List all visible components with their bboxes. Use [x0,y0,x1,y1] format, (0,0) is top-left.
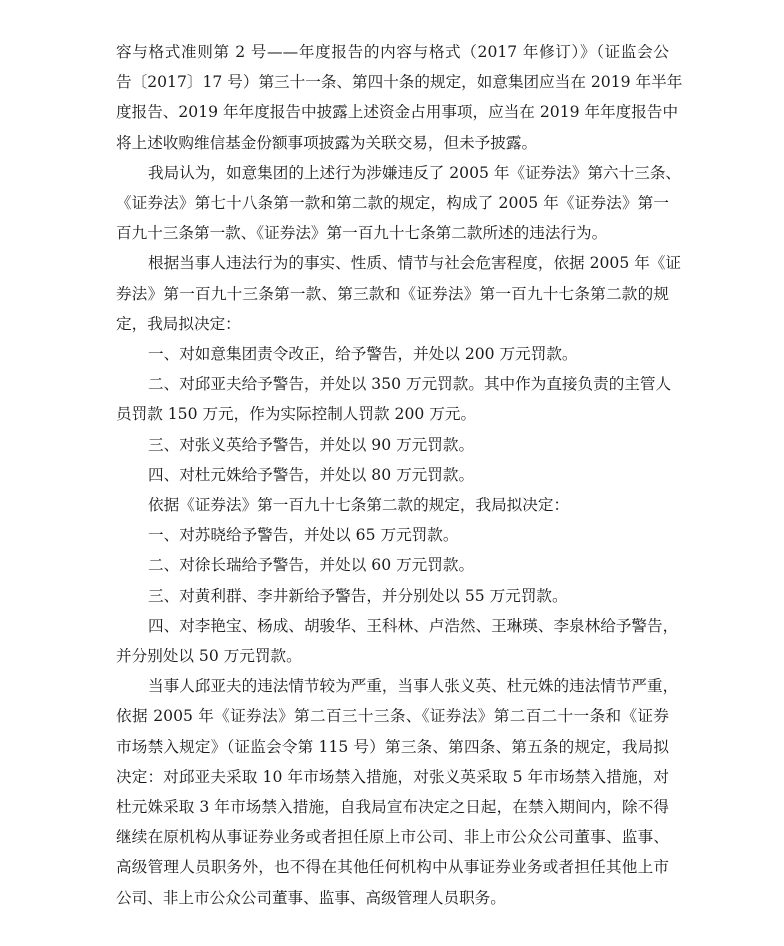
paragraph-first-line: 一、对如意集团责令改正，给予警告，并处以 200 万元罚款。 [148,345,578,363]
text-line: 《证券法》第七十八条第一款和第二款的规定，构成了 2005 年《证券法》第一 [116,194,669,212]
text-line: 市场禁入规定》（证监会令第 115 号）第三条、第四条、第五条的规定，我局拟 [116,737,669,756]
text-line: 公司、非上市公众公司董事、监事、高级管理人员职务。 [116,888,506,907]
text-line: 告〔2017〕17 号）第三十一条、第四十条的规定，如意集团应当在 2019 年半年 [116,73,683,92]
paragraph-first-line: 根据当事人违法行为的事实、性质、情节与社会危害程度，依据 2005 年《证 [148,254,682,273]
paragraph-first-line: 四、对李艳宝、杨成、胡骏华、王科林、卢浩然、王琳瑛、李泉林给予警告， [148,616,679,635]
paragraph-first-line: 二、对徐长瑞给予警告，并处以 60 万元罚款。 [148,556,475,575]
paragraph-first-line: 我局认为，如意集团的上述行为涉嫌违反了 2005 年《证券法》第六十三条、 [148,163,682,182]
text-line: 并分别处以 50 万元罚款。 [116,647,302,665]
paragraph-first-line: 四、对杜元姝给予警告，并处以 80 万元罚款。 [148,465,475,484]
text-line: 员罚款 150 万元，作为实际控制人罚款 200 万元。 [116,405,477,424]
paragraph-first-line: 依据《证券法》第一百九十七条第二款的规定，我局拟决定： [148,496,570,514]
paragraph-first-line: 一、对苏晓给予警告，并处以 65 万元罚款。 [148,526,459,545]
paragraph-first-line: 三、对黄利群、李井新给予警告，并分别处以 55 万元罚款。 [148,586,568,605]
text-line: 决定：对邱亚夫采取 10 年市场禁入措施，对张义英采取 5 年市场禁入措施，对 [116,767,669,786]
text-line: 券法》第一百九十三条第一款、第三款和《证券法》第一百九十七条第二款的规 [116,284,669,303]
paragraph-first-line: 当事人邱亚夫的违法情节较为严重，当事人张义英、杜元姝的违法情节严重， [148,677,679,696]
text-line: 继续在原机构从事证券业务或者担任原上市公司、非上市公众公司董事、监事、 [116,828,669,847]
paragraph-first-line: 二、对邱亚夫给予警告，并处以 350 万元罚款。其中作为直接负责的主管人 [148,375,672,394]
text-line: 将上述收购维信基金份额事项披露为关联交易，但未予披露。 [116,133,538,152]
paragraph-first-line: 三、对张义英给予警告，并处以 90 万元罚款。 [148,435,475,454]
text-line: 容与格式准则第 2 号——年度报告的内容与格式（2017 年修订）》（证监会公 [116,43,669,61]
text-line: 百九十三条第一款、《证券法》第一百九十七条第二款所述的违法行为。 [116,224,608,243]
text-line: 杜元姝采取 3 年市场禁入措施，自我局宣布决定之日起，在禁入期间内，除不得 [116,798,669,816]
text-line: 依据 2005 年《证券法》第二百三十三条、《证券法》第二百二十一条和《证券 [116,707,669,726]
text-line: 度报告、2019 年年度报告中披露上述资金占用事项，应当在 2019 年年度报告中 [116,103,679,122]
text-line: 定，我局拟决定： [116,314,241,333]
text-line: 高级管理人员职务外，也不得在其他任何机构中从事证券业务或者担任其他上市 [116,858,669,877]
